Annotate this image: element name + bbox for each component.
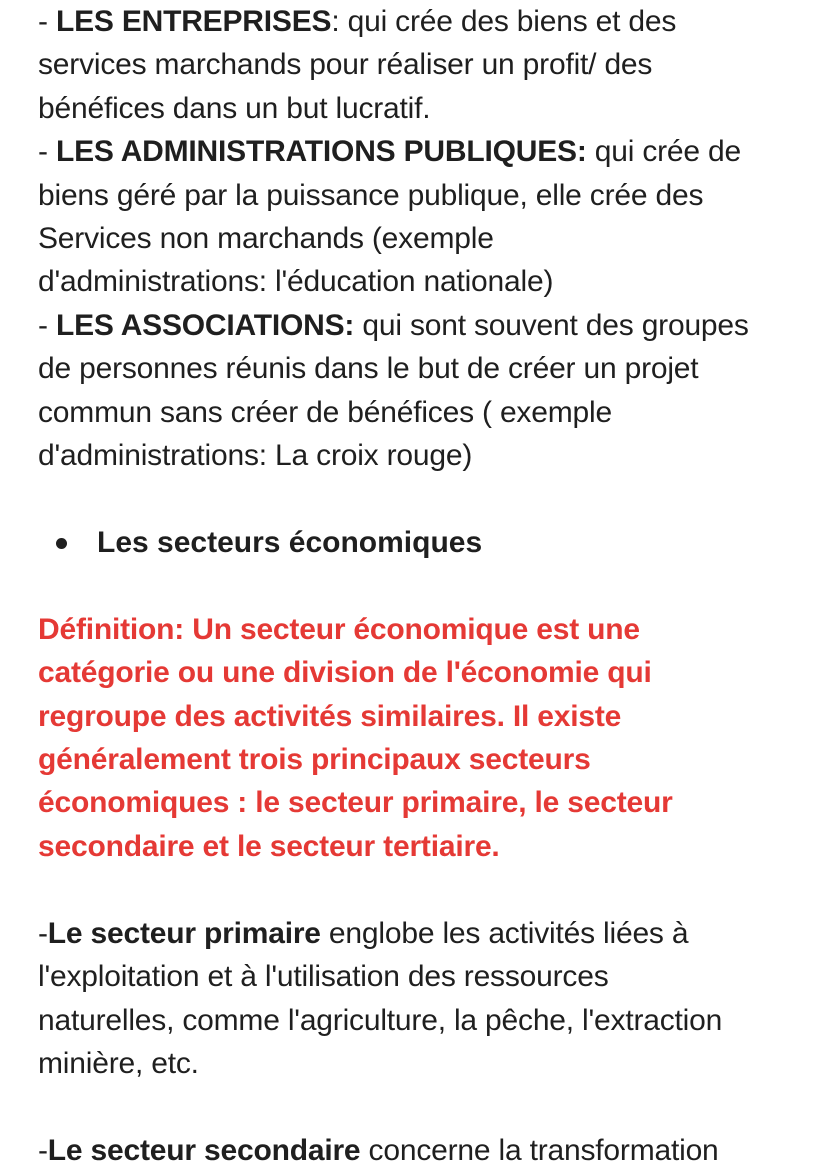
secondaire-text-1: concerne la transformation [360, 1133, 719, 1167]
administrations-line-3: Services non marchands (exemple [38, 222, 494, 256]
administrations-line-2: biens géré par la puissance publique, elle crée des [38, 178, 704, 212]
document-body [38, 0, 818, 1172]
primaire-line-4: minière, etc. [38, 1046, 199, 1080]
primaire-title: Le secteur primaire [47, 916, 321, 950]
definition-line-1: Définition: Un secteur économique est une [38, 612, 640, 646]
primaire-line-1 [38, 912, 818, 955]
entreprises-dash: - [38, 5, 56, 38]
administrations-line-1 [38, 130, 818, 173]
definition-line-4: généralement trois principaux secteurs [38, 743, 591, 777]
associations-title: LES ASSOCIATIONS: [55, 308, 355, 342]
secondaire-title: Le secteur secondaire [47, 1133, 361, 1167]
administrations-line-4: d'administrations: l'éducation nationale) [38, 265, 554, 299]
entreprises-text-1: : qui crée des biens et des [331, 5, 677, 38]
secondaire-dash: - [38, 1133, 48, 1167]
bullet-label: Les secteurs économiques [97, 525, 483, 559]
definition-line-2: catégorie ou une division de l'économie qui [38, 656, 652, 690]
bullet-heading [38, 500, 818, 586]
associations-line-4: d'administrations: La croix rouge) [38, 439, 473, 473]
spacer [38, 868, 818, 911]
associations-dash: - [38, 308, 56, 342]
administrations-text-1: qui crée de [586, 135, 741, 169]
associations-line-3: commun sans créer de bénéfices ( exemple [38, 395, 612, 429]
entreprises-line-3: bénéfices dans un but lucratif. [38, 91, 431, 125]
spacer [38, 1085, 818, 1128]
entreprises-line-1 [38, 0, 818, 43]
primaire-line-2: l'exploitation et à l'utilisation des ressources [38, 960, 609, 994]
entreprises-title: LES ENTREPRISES [55, 5, 332, 38]
entreprises-line-2: services marchands pour réaliser un profit/ des [38, 48, 653, 82]
administrations-dash: - [38, 135, 56, 169]
primaire-dash: - [38, 916, 48, 950]
secondaire-line-1 [38, 1129, 818, 1172]
primaire-text-1: englobe les activités liées à [320, 916, 689, 950]
definition-line-5: économiques : le secteur primaire, le secteur [38, 786, 673, 820]
associations-line-2: de personnes réunis dans le but de créer un projet [38, 352, 699, 386]
definition-line-3: regroupe des activités similaires. Il existe [38, 699, 622, 733]
associations-line-1 [38, 304, 818, 347]
associations-text-1: qui sont souvent des groupes [354, 308, 749, 342]
definition-line-6: secondaire et le secteur tertiaire. [38, 829, 500, 863]
bullet-icon [56, 538, 67, 549]
administrations-title: LES ADMINISTRATIONS PUBLIQUES: [55, 135, 587, 169]
primaire-line-3: naturelles, comme l'agriculture, la pêche, l'extraction [38, 1003, 723, 1037]
